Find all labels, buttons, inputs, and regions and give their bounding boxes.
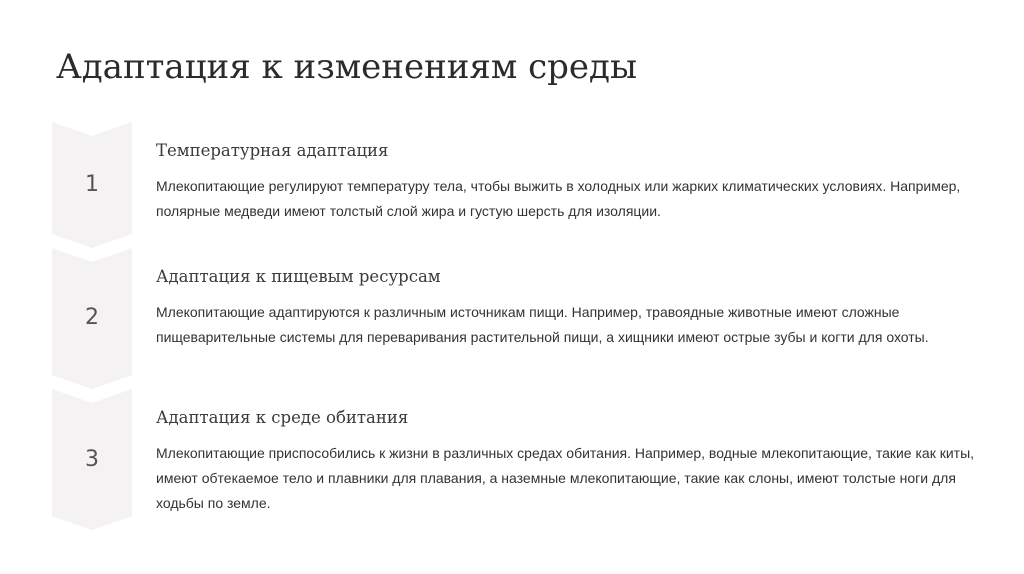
step-heading-3: Адаптация к среде обитания (156, 408, 409, 427)
step-3 (156, 406, 976, 516)
step-chevron-2 (52, 248, 132, 389)
step-1 (156, 139, 976, 224)
step-chevron-3 (52, 389, 132, 530)
step-number-1: 1 (85, 172, 99, 197)
step-heading-1: Температурная адаптация (156, 141, 389, 160)
step-heading-2: Адаптация к пищевым ресурсам (156, 267, 441, 286)
step-2 (156, 265, 976, 350)
step-text-3: Млекопитающие приспособились к жизни в различных средах обитания. Например, водные млекопитающие, такие как киты, имеют обтекаемое тело и плавники для плавания, а наземные млекопитающие, такие как слоны, имеют толстые ноги для ходьбы по земле. (156, 445, 975, 511)
step-number-3: 3 (85, 447, 99, 472)
step-chevron-1 (52, 122, 132, 248)
slide-title: Адаптация к изменениям среды (56, 47, 638, 87)
step-number-2: 2 (85, 305, 99, 330)
step-text-2: Млекопитающие адаптируются к различным источникам пищи. Например, травоядные животные имеют сложные пищеварительные системы для переваривания растительной пищи, а хищники имеют острые зубы и когти для охоты. (156, 304, 929, 345)
step-text-1: Млекопитающие регулируют температуру тела, чтобы выжить в холодных или жарких климатических условиях. Например, полярные медведи имеют толстый слой жира и густую шерсть для изоляции. (156, 178, 961, 219)
